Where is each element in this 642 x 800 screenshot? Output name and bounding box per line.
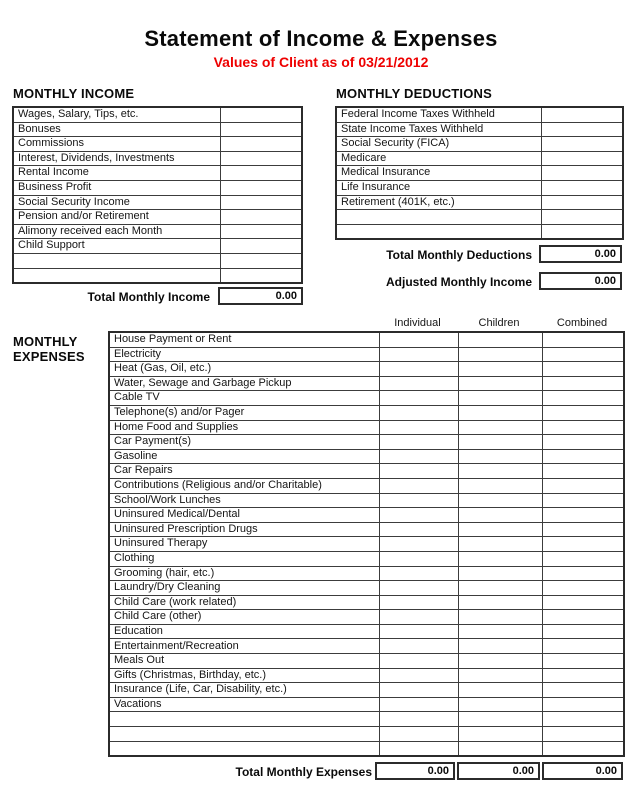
column-header-individual: Individual xyxy=(394,317,441,329)
amount-cell[interactable] xyxy=(458,508,542,523)
table-row xyxy=(13,122,302,137)
amount-cell[interactable] xyxy=(458,741,542,756)
row-label: Social Security Income xyxy=(13,195,220,210)
table-row xyxy=(109,347,624,362)
amount-cell[interactable] xyxy=(542,566,624,581)
row-label: Interest, Dividends, Investments xyxy=(13,151,220,166)
table-row xyxy=(109,581,624,596)
amount-cell[interactable] xyxy=(542,332,624,347)
amount-cell[interactable] xyxy=(458,478,542,493)
amount-cell[interactable] xyxy=(458,464,542,479)
amount-cell[interactable] xyxy=(541,122,623,137)
table-row xyxy=(109,362,624,377)
row-label: Cable TV xyxy=(109,391,379,406)
row-label xyxy=(336,210,541,225)
amount-cell[interactable] xyxy=(379,522,458,537)
row-label: Water, Sewage and Garbage Pickup xyxy=(109,376,379,391)
amount-cell[interactable] xyxy=(458,610,542,625)
amount-cell[interactable] xyxy=(542,595,624,610)
table-row xyxy=(13,166,302,181)
amount-cell[interactable] xyxy=(220,210,302,225)
total-monthly-income-value: 0.00 xyxy=(218,287,303,305)
amount-cell[interactable] xyxy=(220,166,302,181)
page-title: Statement of Income & Expenses xyxy=(144,26,498,51)
row-label: House Payment or Rent xyxy=(109,332,379,347)
table-row xyxy=(13,210,302,225)
amount-cell[interactable] xyxy=(458,668,542,683)
monthly-deductions-table xyxy=(335,106,624,240)
amount-cell[interactable] xyxy=(379,639,458,654)
adjusted-monthly-income-value: 0.00 xyxy=(539,272,622,290)
table-row xyxy=(13,180,302,195)
row-label: Medical Insurance xyxy=(336,166,541,181)
row-label: Bonuses xyxy=(13,122,220,137)
row-label: Rental Income xyxy=(13,166,220,181)
table-row xyxy=(109,566,624,581)
amount-cell[interactable] xyxy=(458,566,542,581)
row-label: Education xyxy=(109,624,379,639)
table-row xyxy=(336,151,623,166)
row-label xyxy=(13,268,220,283)
amount-cell[interactable] xyxy=(458,595,542,610)
row-label: Retirement (401K, etc.) xyxy=(336,195,541,210)
row-label: Insurance (Life, Car, Disability, etc.) xyxy=(109,683,379,698)
amount-cell[interactable] xyxy=(379,508,458,523)
row-label: Gifts (Christmas, Birthday, etc.) xyxy=(109,668,379,683)
row-label: Electricity xyxy=(109,347,379,362)
table-row xyxy=(109,332,624,347)
amount-cell[interactable] xyxy=(379,347,458,362)
amount-cell[interactable] xyxy=(458,581,542,596)
row-label: Pension and/or Retirement xyxy=(13,210,220,225)
table-row xyxy=(109,449,624,464)
total-monthly-expenses-label: Total Monthly Expenses xyxy=(235,765,372,779)
amount-cell[interactable] xyxy=(379,420,458,435)
row-label xyxy=(109,712,379,727)
row-label: Contributions (Religious and/or Charitable) xyxy=(109,478,379,493)
table-row xyxy=(109,522,624,537)
amount-cell[interactable] xyxy=(458,639,542,654)
amount-cell[interactable] xyxy=(379,449,458,464)
table-row xyxy=(13,137,302,152)
amount-cell[interactable] xyxy=(542,639,624,654)
row-label: Entertainment/Recreation xyxy=(109,639,379,654)
table-row xyxy=(109,697,624,712)
amount-cell[interactable] xyxy=(379,478,458,493)
column-header-children: Children xyxy=(478,317,520,329)
amount-cell[interactable] xyxy=(379,697,458,712)
amount-cell[interactable] xyxy=(379,537,458,552)
amount-cell[interactable] xyxy=(379,435,458,450)
amount-cell[interactable] xyxy=(542,391,624,406)
amount-cell[interactable] xyxy=(541,137,623,152)
amount-cell[interactable] xyxy=(542,551,624,566)
row-label xyxy=(109,741,379,756)
adjusted-monthly-income-label: Adjusted Monthly Income xyxy=(385,275,532,289)
amount-cell[interactable] xyxy=(220,122,302,137)
amount-cell[interactable] xyxy=(379,493,458,508)
row-label: Commissions xyxy=(13,137,220,152)
table-row xyxy=(336,180,623,195)
table-row xyxy=(109,435,624,450)
amount-cell[interactable] xyxy=(542,376,624,391)
row-label: Heat (Gas, Oil, etc.) xyxy=(109,362,379,377)
row-label: Vacations xyxy=(109,697,379,712)
amount-cell[interactable] xyxy=(458,683,542,698)
amount-cell[interactable] xyxy=(379,405,458,420)
amount-cell[interactable] xyxy=(542,420,624,435)
amount-cell[interactable] xyxy=(220,151,302,166)
row-label: Car Payment(s) xyxy=(109,435,379,450)
total-expenses-children-value: 0.00 xyxy=(457,762,540,780)
amount-cell[interactable] xyxy=(542,347,624,362)
table-row xyxy=(109,595,624,610)
row-label: Uninsured Therapy xyxy=(109,537,379,552)
amount-cell[interactable] xyxy=(458,435,542,450)
amount-cell[interactable] xyxy=(458,624,542,639)
expenses-column-headers xyxy=(0,317,642,330)
row-label: Business Profit xyxy=(13,180,220,195)
amount-cell[interactable] xyxy=(542,581,624,596)
amount-cell[interactable] xyxy=(542,405,624,420)
amount-cell[interactable] xyxy=(541,180,623,195)
monthly-expenses-table xyxy=(108,331,625,757)
amount-cell[interactable] xyxy=(220,195,302,210)
amount-cell[interactable] xyxy=(458,654,542,669)
amount-cell[interactable] xyxy=(379,464,458,479)
amount-cell[interactable] xyxy=(379,551,458,566)
amount-cell[interactable] xyxy=(458,362,542,377)
amount-cell[interactable] xyxy=(541,107,623,122)
amount-cell[interactable] xyxy=(379,595,458,610)
row-label: Life Insurance xyxy=(336,180,541,195)
amount-cell[interactable] xyxy=(541,166,623,181)
amount-cell[interactable] xyxy=(379,581,458,596)
table-row xyxy=(13,224,302,239)
table-row xyxy=(109,668,624,683)
row-label xyxy=(336,224,541,239)
amount-cell[interactable] xyxy=(458,522,542,537)
amount-cell[interactable] xyxy=(220,239,302,254)
amount-cell[interactable] xyxy=(379,741,458,756)
row-label: Home Food and Supplies xyxy=(109,420,379,435)
row-label: Federal Income Taxes Withheld xyxy=(336,107,541,122)
amount-cell[interactable] xyxy=(458,551,542,566)
row-label: Child Support xyxy=(13,239,220,254)
row-label: Medicare xyxy=(336,151,541,166)
amount-cell[interactable] xyxy=(379,391,458,406)
as-of-date-subtitle: Values of Client as of 03/21/2012 xyxy=(213,54,429,70)
row-label: Clothing xyxy=(109,551,379,566)
amount-cell[interactable] xyxy=(458,347,542,362)
amount-cell[interactable] xyxy=(220,107,302,122)
amount-cell[interactable] xyxy=(541,195,623,210)
amount-cell[interactable] xyxy=(542,712,624,727)
amount-cell[interactable] xyxy=(541,224,623,239)
amount-cell[interactable] xyxy=(542,741,624,756)
row-label xyxy=(109,727,379,742)
row-label: Car Repairs xyxy=(109,464,379,479)
amount-cell[interactable] xyxy=(458,449,542,464)
row-label: Child Care (work related) xyxy=(109,595,379,610)
amount-cell[interactable] xyxy=(220,224,302,239)
amount-cell[interactable] xyxy=(220,268,302,283)
amount-cell[interactable] xyxy=(379,332,458,347)
amount-cell[interactable] xyxy=(542,727,624,742)
row-label xyxy=(13,253,220,268)
table-row xyxy=(109,537,624,552)
amount-cell[interactable] xyxy=(379,727,458,742)
amount-cell[interactable] xyxy=(458,727,542,742)
monthly-deductions-heading: MONTHLY DEDUCTIONS xyxy=(336,86,493,101)
amount-cell[interactable] xyxy=(542,668,624,683)
row-label: Telephone(s) and/or Pager xyxy=(109,405,379,420)
amount-cell[interactable] xyxy=(542,464,624,479)
table-row xyxy=(13,151,302,166)
table-row xyxy=(109,654,624,669)
amount-cell[interactable] xyxy=(542,654,624,669)
table-row xyxy=(109,464,624,479)
amount-cell[interactable] xyxy=(379,376,458,391)
amount-cell[interactable] xyxy=(541,151,623,166)
row-label: Child Care (other) xyxy=(109,610,379,625)
row-label: Meals Out xyxy=(109,654,379,669)
amount-cell[interactable] xyxy=(379,566,458,581)
total-expenses-combined-value: 0.00 xyxy=(542,762,623,780)
amount-cell[interactable] xyxy=(458,537,542,552)
amount-cell[interactable] xyxy=(541,210,623,225)
row-label: Gasoline xyxy=(109,449,379,464)
table-row xyxy=(109,639,624,654)
row-label: Laundry/Dry Cleaning xyxy=(109,581,379,596)
table-row xyxy=(13,239,302,254)
table-row xyxy=(109,551,624,566)
amount-cell[interactable] xyxy=(542,362,624,377)
amount-cell[interactable] xyxy=(458,420,542,435)
row-label: School/Work Lunches xyxy=(109,493,379,508)
amount-cell[interactable] xyxy=(220,137,302,152)
table-row xyxy=(13,268,302,283)
table-row xyxy=(109,478,624,493)
total-expenses-individual-value: 0.00 xyxy=(375,762,455,780)
amount-cell[interactable] xyxy=(542,493,624,508)
amount-cell[interactable] xyxy=(542,449,624,464)
row-label: Uninsured Prescription Drugs xyxy=(109,522,379,537)
table-row xyxy=(13,253,302,268)
row-label: Alimony received each Month xyxy=(13,224,220,239)
table-row xyxy=(109,493,624,508)
amount-cell[interactable] xyxy=(542,610,624,625)
column-header-combined: Combined xyxy=(556,317,608,329)
table-row xyxy=(109,376,624,391)
amount-cell[interactable] xyxy=(542,478,624,493)
table-row xyxy=(13,107,302,122)
amount-cell[interactable] xyxy=(458,376,542,391)
row-label: State Income Taxes Withheld xyxy=(336,122,541,137)
amount-cell[interactable] xyxy=(379,624,458,639)
table-row xyxy=(13,195,302,210)
amount-cell[interactable] xyxy=(379,712,458,727)
table-row xyxy=(336,224,623,239)
amount-cell[interactable] xyxy=(379,362,458,377)
table-row xyxy=(109,405,624,420)
table-row xyxy=(109,391,624,406)
table-row xyxy=(109,741,624,756)
total-monthly-deductions-value: 0.00 xyxy=(539,245,622,263)
total-monthly-deductions-label: Total Monthly Deductions xyxy=(386,248,532,262)
table-row xyxy=(109,683,624,698)
table-row xyxy=(109,508,624,523)
amount-cell[interactable] xyxy=(379,683,458,698)
table-row xyxy=(336,166,623,181)
amount-cell[interactable] xyxy=(458,391,542,406)
table-row xyxy=(109,727,624,742)
table-row xyxy=(336,210,623,225)
amount-cell[interactable] xyxy=(542,697,624,712)
amount-cell[interactable] xyxy=(542,537,624,552)
monthly-expenses-heading: MONTHLY EXPENSES xyxy=(13,334,85,364)
table-row xyxy=(109,712,624,727)
amount-cell[interactable] xyxy=(542,435,624,450)
amount-cell[interactable] xyxy=(458,405,542,420)
monthly-income-heading: MONTHLY INCOME xyxy=(13,86,135,101)
row-label: Social Security (FICA) xyxy=(336,137,541,152)
table-row xyxy=(336,107,623,122)
amount-cell[interactable] xyxy=(458,697,542,712)
table-row xyxy=(109,624,624,639)
amount-cell[interactable] xyxy=(220,180,302,195)
amount-cell[interactable] xyxy=(379,610,458,625)
amount-cell[interactable] xyxy=(458,332,542,347)
row-label: Grooming (hair, etc.) xyxy=(109,566,379,581)
table-row xyxy=(336,195,623,210)
amount-cell[interactable] xyxy=(458,712,542,727)
amount-cell[interactable] xyxy=(458,493,542,508)
row-label: Uninsured Medical/Dental xyxy=(109,508,379,523)
amount-cell[interactable] xyxy=(220,253,302,268)
amount-cell[interactable] xyxy=(379,668,458,683)
table-row xyxy=(336,137,623,152)
amount-cell[interactable] xyxy=(379,654,458,669)
table-row xyxy=(336,122,623,137)
amount-cell[interactable] xyxy=(542,522,624,537)
monthly-income-table xyxy=(12,106,303,284)
total-monthly-income-label: Total Monthly Income xyxy=(87,290,210,304)
amount-cell[interactable] xyxy=(542,508,624,523)
amount-cell[interactable] xyxy=(542,683,624,698)
amount-cell[interactable] xyxy=(542,624,624,639)
table-row xyxy=(109,420,624,435)
row-label: Wages, Salary, Tips, etc. xyxy=(13,107,220,122)
table-row xyxy=(109,610,624,625)
